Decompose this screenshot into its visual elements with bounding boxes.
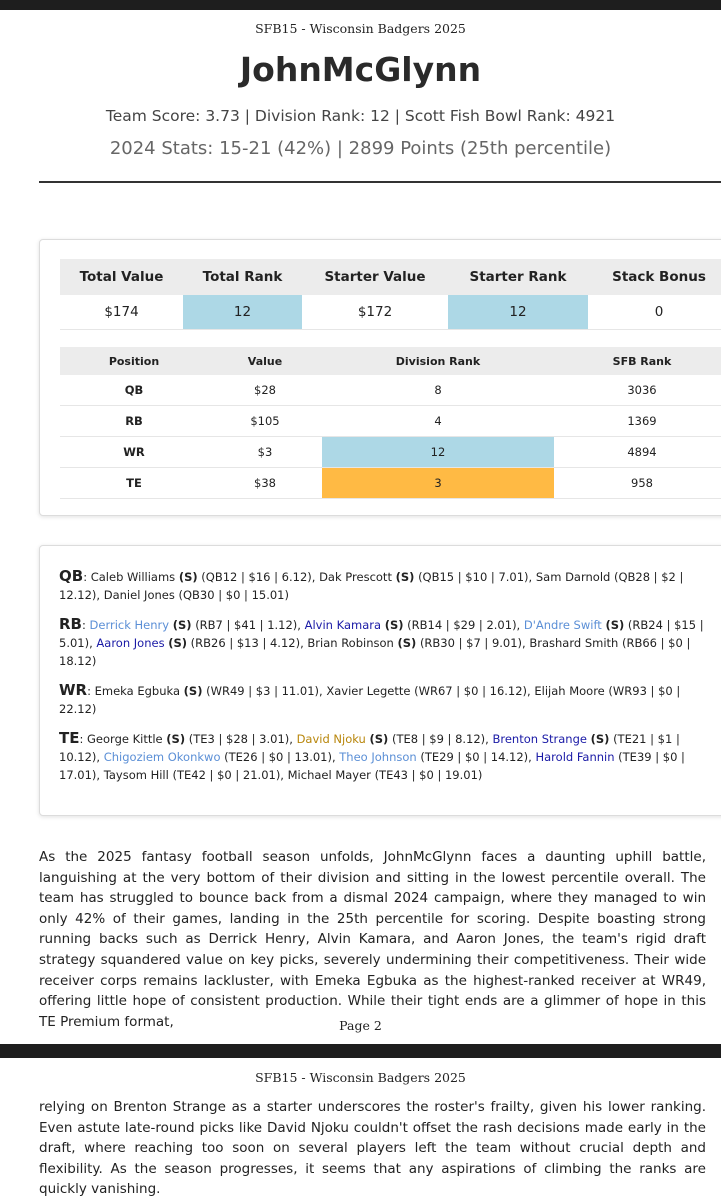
- player-details: (TE42 | $0 | 21.01),: [172, 768, 284, 782]
- value-cell: $3: [208, 437, 322, 468]
- player-details: (WR93 | $0 | 22.12): [59, 684, 681, 716]
- player-name: Caleb Williams: [90, 570, 176, 584]
- player-details: (RB30 | $7 | 9.01),: [419, 636, 526, 650]
- player-name: Elijah Moore: [534, 684, 605, 698]
- position-label: QB: [59, 567, 84, 585]
- player-details: (TE21 | $1 | 10.12),: [59, 732, 680, 764]
- position-header: Value: [208, 347, 322, 375]
- position-table: [60, 347, 721, 499]
- player-details: (QB28 | $2 | 12.12),: [59, 570, 684, 602]
- roster-card: [39, 545, 721, 816]
- table-row: [60, 406, 721, 437]
- team-score-line: Team Score: 3.73 | Division Rank: 12 | Scott Fish Bowl Rank: 4921: [105, 107, 616, 125]
- player-name: Derrick Henry: [89, 618, 170, 632]
- player-details: (QB12 | $16 | 6.12),: [201, 570, 316, 584]
- page-header-2: SFB15 - Wisconsin Badgers 2025: [255, 1070, 466, 1085]
- stack-bonus-cell: 0: [588, 295, 721, 330]
- starter-tag: (S): [178, 570, 198, 584]
- position-header-row: [60, 347, 721, 375]
- starter-tag: (S): [183, 684, 203, 698]
- player-name: Theo Johnson: [339, 750, 417, 764]
- top-page-border: [0, 0, 721, 10]
- starter-tag: (S): [168, 636, 188, 650]
- position-header: Division Rank: [322, 347, 554, 375]
- division-rank-cell: 4: [322, 406, 554, 437]
- sfb-rank-cell: 958: [554, 468, 721, 499]
- position-label: RB: [59, 615, 82, 633]
- analysis-paragraph-continued: relying on Brenton Strange as a starter underscores the roster's frailty, given his lower ranking. Even astute late-round picks like David Njoku couldn't offset the rash decisions made early in the draft, where reaching too soon on several players left the team without crucial depth and flexibility. As the season progresses, it seems that any aspirations of climbing the ranks are quickly vanishing.: [39, 1099, 706, 1198]
- player-details: (WR67 | $0 | 16.12),: [414, 684, 531, 698]
- starter-tag: (S): [166, 732, 186, 746]
- starter-tag: (S): [605, 618, 625, 632]
- player-name: George Kittle: [87, 732, 163, 746]
- header-divider: [39, 181, 721, 183]
- position-header: SFB Rank: [554, 347, 721, 375]
- value-cell: $105: [208, 406, 322, 437]
- summary-table: [60, 259, 721, 330]
- player-name: D'Andre Swift: [523, 618, 602, 632]
- analysis-paragraph: As the 2025 fantasy football season unfolds, JohnMcGlynn faces a daunting uphill battle, languishing at the very bottom of their division and sitting in the lowest percentile overall. The team has struggled to bounce back from a dismal 2024 campaign, where they managed to win only 42% of their games, landing in the 25th percentile for scoring. Despite boasting strong running backs such as Derrick Henry, Alvin Kamara, and Aaron Jones, the team's rigid draft strategy squandered value on key picks, severely undermining their competitiveness. Their wide receiver corps remains lackluster, with Emeka Egbuka as the highest-ranked receiver at WR49, offering little hope of consistent production. While their tight ends are a glimmer of hope in this TE Premium format,: [39, 849, 706, 1030]
- summary-value-row: [60, 295, 721, 330]
- player-details: (QB15 | $10 | 7.01),: [418, 570, 533, 584]
- starter-tag: (S): [590, 732, 610, 746]
- player-name: Daniel Jones: [103, 588, 175, 602]
- player-name: Chigoziem Okonkwo: [103, 750, 221, 764]
- table-row: [60, 375, 721, 406]
- starter-value-cell: $172: [302, 295, 448, 330]
- player-name: Aaron Jones: [96, 636, 165, 650]
- roster-group-te: TE: George Kittle (S) (TE3 | $28 | 3.01), David Njoku (S) (TE8 | $9 | 8.12), Brenton Strange (S) (TE21 | $1 | 10.12), Chigoziem Okonkwo (TE26 | $0 | 13.01), Theo Johnson (TE29 | $0 | 14.12), Harold Fannin (TE39 | $0 | 17.01), Taysom Hill (TE42 | $0 | 21.01), Michael Mayer (TE43 | $0 | 19.01): [59, 729, 685, 782]
- table-row: [60, 468, 721, 499]
- total-value-cell: $174: [60, 295, 183, 330]
- position-cell: WR: [60, 437, 208, 468]
- total-rank-cell: 12: [183, 295, 302, 330]
- division-rank-cell: 8: [322, 375, 554, 406]
- page-number: Page 2: [339, 1018, 382, 1033]
- table-row: [60, 437, 721, 468]
- player-details: (TE39 | $0 | 17.01),: [59, 750, 685, 782]
- team-value-card: [39, 239, 721, 516]
- player-name: Taysom Hill: [103, 768, 169, 782]
- player-name: Brashard Smith: [529, 636, 619, 650]
- player-name: Xavier Legette: [326, 684, 411, 698]
- starter-tag: (S): [369, 732, 389, 746]
- position-header: Position: [60, 347, 208, 375]
- player-name: Alvin Kamara: [304, 618, 382, 632]
- player-name: Brian Robinson: [307, 636, 394, 650]
- summary-header: Total Rank: [183, 259, 302, 295]
- summary-header-row: [60, 259, 721, 295]
- starter-tag: (S): [384, 618, 404, 632]
- stats-2024-line: 2024 Stats: 15-21 (42%) | 2899 Points (25th percentile): [109, 138, 612, 159]
- position-cell: QB: [60, 375, 208, 406]
- roster-group-wr: WR: Emeka Egbuka (S) (WR49 | $3 | 11.01), Xavier Legette (WR67 | $0 | 16.12), Elijah Moore (WR93 | $0 | 22.12): [59, 681, 681, 716]
- player-name: Emeka Egbuka: [94, 684, 181, 698]
- player-name: Sam Darnold: [535, 570, 611, 584]
- player-details: (RB26 | $13 | 4.12),: [190, 636, 304, 650]
- division-rank-cell: 3: [322, 468, 554, 499]
- starter-tag: (S): [172, 618, 192, 632]
- summary-header: Starter Value: [302, 259, 448, 295]
- value-cell: $28: [208, 375, 322, 406]
- player-details: (TE43 | $0 | 19.01): [374, 768, 483, 782]
- starter-rank-cell: 12: [448, 295, 588, 330]
- page-header: SFB15 - Wisconsin Badgers 2025: [255, 21, 466, 36]
- position-cell: TE: [60, 468, 208, 499]
- value-cell: $38: [208, 468, 322, 499]
- player-details: (TE3 | $28 | 3.01),: [188, 732, 293, 746]
- player-details: (WR49 | $3 | 11.01),: [206, 684, 323, 698]
- sfb-rank-cell: 4894: [554, 437, 721, 468]
- player-name: Dak Prescott: [319, 570, 392, 584]
- starter-tag: (S): [395, 570, 415, 584]
- player-details: (TE26 | $0 | 13.01),: [224, 750, 336, 764]
- position-label: TE: [59, 729, 80, 747]
- player-name: Harold Fannin: [535, 750, 615, 764]
- player-name: David Njoku: [296, 732, 366, 746]
- sfb-rank-cell: 3036: [554, 375, 721, 406]
- page-break-bar: [0, 1044, 721, 1058]
- player-details: (QB30 | $0 | 15.01): [178, 588, 289, 602]
- summary-header: Stack Bonus: [588, 259, 721, 295]
- position-label: WR: [59, 681, 88, 699]
- player-details: (RB14 | $29 | 2.01),: [407, 618, 521, 632]
- sfb-rank-cell: 1369: [554, 406, 721, 437]
- player-details: (RB7 | $41 | 1.12),: [195, 618, 301, 632]
- summary-header: Starter Rank: [448, 259, 588, 295]
- roster-group-rb: RB: Derrick Henry (S) (RB7 | $41 | 1.12), Alvin Kamara (S) (RB14 | $29 | 2.01), D'Andre Swift (S) (RB24 | $15 | 5.01), Aaron Jones (S) (RB26 | $13 | 4.12), Brian Robinson (S) (RB30 | $7 | 9.01), Brashard Smith (RB66 | $0 | 18.12): [59, 615, 704, 668]
- position-cell: RB: [60, 406, 208, 437]
- division-rank-cell: 12: [322, 437, 554, 468]
- starter-tag: (S): [397, 636, 417, 650]
- team-title: JohnMcGlynn: [239, 50, 482, 89]
- player-details: (RB66 | $0 | 18.12): [59, 636, 691, 668]
- summary-header: Total Value: [60, 259, 183, 295]
- player-details: (TE29 | $0 | 14.12),: [420, 750, 532, 764]
- player-name: Brenton Strange: [492, 732, 587, 746]
- roster-group-qb: QB: Caleb Williams (S) (QB12 | $16 | 6.12), Dak Prescott (S) (QB15 | $10 | 7.01), Sam Darnold (QB28 | $2 | 12.12), Daniel Jones (QB30 | $0 | 15.01): [59, 567, 684, 602]
- player-name: Michael Mayer: [287, 768, 371, 782]
- player-details: (RB24 | $15 | 5.01),: [59, 618, 704, 650]
- player-details: (TE8 | $9 | 8.12),: [391, 732, 489, 746]
